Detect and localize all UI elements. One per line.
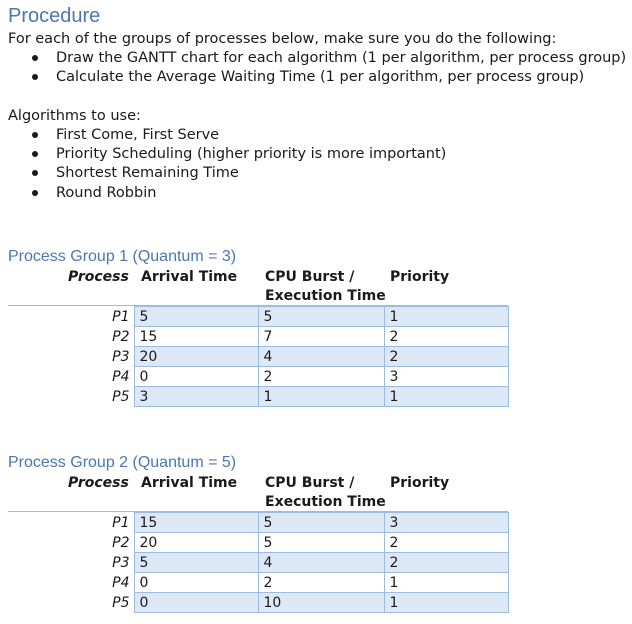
process-cell: P3	[8, 553, 134, 573]
bullet-dot-icon	[32, 74, 38, 80]
group2-header-process: Process	[68, 475, 129, 491]
group1-header-process: Process	[68, 269, 129, 285]
bullet-dot-icon	[32, 132, 38, 138]
group2-header-burst-line1: CPU Burst /	[265, 475, 355, 491]
group1-title: Process Group 1 (Quantum = 3)	[8, 248, 237, 265]
algorithm-item: Priority Scheduling (higher priority is more important)	[28, 145, 446, 164]
process-cell: P1	[8, 307, 134, 327]
process-cell: P5	[8, 593, 134, 613]
burst-cell: 2	[258, 573, 384, 593]
table-row	[8, 387, 508, 407]
priority-cell: 2	[384, 347, 508, 367]
table-row	[8, 367, 508, 387]
procedure-bullet: Draw the GANTT chart for each algorithm (1 per algorithm, per process group)	[28, 49, 626, 68]
priority-cell: 3	[384, 367, 508, 387]
burst-cell: 5	[258, 513, 384, 533]
table-row	[8, 513, 508, 533]
group1-table	[8, 306, 509, 407]
process-cell: P2	[8, 327, 134, 347]
algorithms-intro: Algorithms to use:	[8, 108, 141, 124]
process-cell: P1	[8, 513, 134, 533]
arrival-cell: 20	[134, 347, 258, 367]
arrival-cell: 0	[134, 593, 258, 613]
arrival-cell: 5	[134, 307, 258, 327]
burst-cell: 10	[258, 593, 384, 613]
procedure-heading: Procedure	[8, 5, 101, 27]
table-row	[8, 327, 508, 347]
arrival-cell: 20	[134, 533, 258, 553]
burst-cell: 5	[258, 533, 384, 553]
priority-cell: 2	[384, 553, 508, 573]
priority-cell: 1	[384, 573, 508, 593]
table-row	[8, 533, 508, 553]
process-cell: P4	[8, 573, 134, 593]
burst-cell: 5	[258, 307, 384, 327]
bullet-dot-icon	[32, 170, 38, 176]
arrival-cell: 15	[134, 327, 258, 347]
algorithm-item: First Come, First Serve	[28, 126, 446, 145]
priority-cell: 1	[384, 307, 508, 327]
process-cell: P4	[8, 367, 134, 387]
algorithms-bullet-list	[28, 126, 446, 203]
procedure-intro: For each of the groups of processes below, make sure you do the following:	[8, 31, 557, 47]
priority-cell: 2	[384, 327, 508, 347]
algorithm-item: Shortest Remaining Time	[28, 164, 446, 183]
arrival-cell: 5	[134, 553, 258, 573]
group1-header-burst-line2: Execution Time	[265, 288, 386, 304]
priority-cell: 3	[384, 513, 508, 533]
priority-cell: 1	[384, 593, 508, 613]
priority-cell: 2	[384, 533, 508, 553]
procedure-bullet-list	[28, 49, 626, 87]
bullet-dot-icon	[32, 55, 38, 61]
burst-cell: 4	[258, 553, 384, 573]
procedure-bullet: Calculate the Average Waiting Time (1 per algorithm, per process group)	[28, 68, 626, 87]
priority-cell: 1	[384, 387, 508, 407]
table-row	[8, 347, 508, 367]
group2-title: Process Group 2 (Quantum = 5)	[8, 454, 237, 471]
burst-cell: 7	[258, 327, 384, 347]
group1-header-arrival: Arrival Time	[141, 269, 238, 285]
group1-header-burst-line1: CPU Burst /	[265, 269, 355, 285]
burst-cell: 4	[258, 347, 384, 367]
table-row	[8, 573, 508, 593]
table-row	[8, 553, 508, 573]
group2-header-priority: Priority	[390, 475, 450, 491]
burst-cell: 1	[258, 387, 384, 407]
group1-header-burst	[265, 268, 386, 306]
bullet-dot-icon	[32, 151, 38, 157]
table-row	[8, 593, 508, 613]
group1-header-priority: Priority	[390, 269, 450, 285]
group2-header-burst	[265, 474, 386, 512]
process-cell: P5	[8, 387, 134, 407]
process-cell: P2	[8, 533, 134, 553]
bullet-dot-icon	[32, 190, 38, 196]
group2-header-burst-line2: Execution Time	[265, 494, 386, 510]
group2-header-arrival: Arrival Time	[141, 475, 238, 491]
arrival-cell: 3	[134, 387, 258, 407]
arrival-cell: 15	[134, 513, 258, 533]
table-row	[8, 307, 508, 327]
arrival-cell: 0	[134, 367, 258, 387]
arrival-cell: 0	[134, 573, 258, 593]
process-cell: P3	[8, 347, 134, 367]
burst-cell: 2	[258, 367, 384, 387]
group2-table	[8, 512, 509, 613]
algorithm-item: Round Robbin	[28, 184, 446, 203]
